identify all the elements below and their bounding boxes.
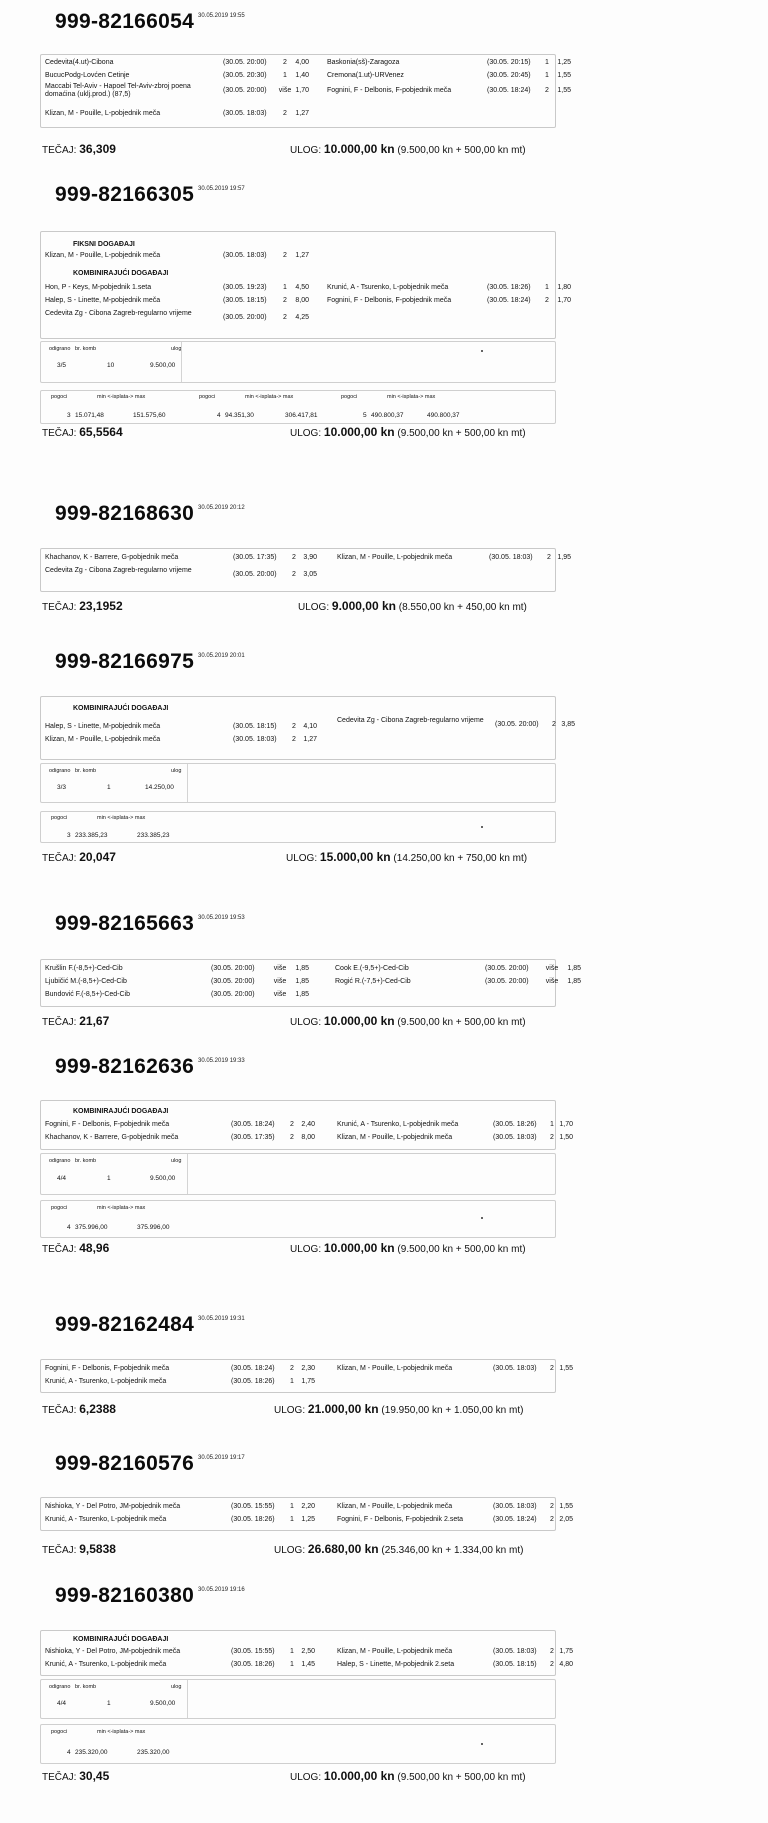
ticket-footer: TEČAJ: 23,1952 ULOG: 9.000,00 kn (8.550,00 kn + 450,00 kn mt) xyxy=(42,599,527,613)
ticket-timestamp: 30.05.2019 19:16 xyxy=(198,1587,245,1593)
selections-box: KOMBINIRAJUĆI DOGAĐAJI Halep, S - Linette, M-pobjednik meča (30.05. 18:15) 2 4,10 Klizan, M - Pouille, L-pobjednik meča (30.05. 18:03) 2 1,27 Cedevita Zg - Cibona Zagreb-regularno vrijeme (30.05. 20:00) 2 3,85 xyxy=(40,696,556,760)
selections-box: KOMBINIRAJUĆI DOGAĐAJI Fognini, F - Delbonis, F-pobjednik meča (30.05. 18:24) 2 2,40 Khachanov, K - Barrere, G-pobjednik meča (30.05. 17:35) 2 8,00 Krunić, A - Tsurenko, L-pobjednik meča (30.05. 18:26) 1 1,70 Klizan, M - Pouille, L-pobjednik meča (30.05. 18:03) 2 1,50 xyxy=(40,1100,556,1150)
selections-box: Khachanov, K - Barrere, G-pobjednik meča (30.05. 17:35) 2 3,90 Cedevita Zg - Cibona Zagreb-regularno vrijeme (30.05. 20:00) 2 3,05 Klizan, M - Pouille, L-pobjednik meča (30.05. 18:03) 2 1,95 xyxy=(40,548,556,592)
ticket-number: 999-82162636 xyxy=(55,1055,195,1078)
stake-amount: 21.000,00 kn xyxy=(307,1402,379,1416)
ticket-timestamp: 30.05.2019 20:12 xyxy=(198,505,245,511)
ticket-number: 999-82160380 xyxy=(55,1584,195,1607)
ticket-footer: TEČAJ: 9,5838 ULOG: 26.680,00 kn (25.346,00 kn + 1.334,00 kn mt) xyxy=(42,1542,524,1556)
payout-box: pogoci min <-isplata-> max 3 233.385,23 233.385,23 xyxy=(40,811,556,843)
ticket-footer: TEČAJ: 36,309 ULOG: 10.000,00 kn (9.500,00 kn + 500,00 kn mt) xyxy=(42,142,526,156)
odds-total: 6,2388 xyxy=(79,1402,116,1416)
ticket-number: 999-82162484 xyxy=(55,1313,195,1336)
ticket-footer: TEČAJ: 21,67 ULOG: 10.000,00 kn (9.500,00 kn + 500,00 kn mt) xyxy=(42,1014,526,1028)
selections-box: Fognini, F - Delbonis, F-pobjednik meča (30.05. 18:24) 2 2,30 Krunić, A - Tsurenko, L-pobjednik meča (30.05. 18:26) 1 1,75 Klizan, M - Pouille, L-pobjednik meča (30.05. 18:03) 2 1,55 xyxy=(40,1359,556,1393)
system-box: odigrano br. komb ulog 4/4 1 9.500,00 xyxy=(40,1153,556,1195)
ticket-timestamp: 30.05.2019 19:55 xyxy=(198,13,245,19)
stake-amount: 10.000,00 kn xyxy=(323,142,395,156)
ticket-footer: TEČAJ: 30,45 ULOG: 10.000,00 kn (9.500,00 kn + 500,00 kn mt) xyxy=(42,1769,526,1783)
ticket-footer: TEČAJ: 48,96 ULOG: 10.000,00 kn (9.500,00 kn + 500,00 kn mt) xyxy=(42,1241,526,1255)
section-heading: KOMBINIRAJUĆI DOGAĐAJI xyxy=(73,705,169,712)
odds-total: 30,45 xyxy=(79,1769,110,1783)
section-heading: KOMBINIRAJUĆI DOGAĐAJI xyxy=(73,1108,169,1115)
selections-box: FIKSNI DOGAĐAJI Klizan, M - Pouille, L-pobjednik meča (30.05. 18:03) 2 1,27 KOMBINIRAJUĆI DOGAĐAJI Hon, P - Keys, M-pobjednik 1.seta (30.05. 19:23) 1 4,50 Halep, S - Linette, M-pobjednik meča (30.05. 18:15) 2 8,00 Cedevita Zg - Cibona Zagreb-regularno vrijeme (30.05. 20:00) 2 4,25 Krunić, A - Tsurenko, L-pobjednik meča (30.05. 18:26) 1 1,80 Fognini, F - Delbonis, F-pobjednik meča (30.05. 18:24) 2 1,70 xyxy=(40,231,556,339)
ticket-number: 999-82166054 xyxy=(55,10,195,33)
payout-box: pogoci min <-isplata-> max 4 235.320,00 235.320,00 xyxy=(40,1724,556,1764)
ticket-timestamp: 30.05.2019 19:17 xyxy=(198,1455,245,1461)
selections-box: Krušlin F.(-8,5+)-Ced-Cib (30.05. 20:00) više 1,85 Ljubičić M.(-8,5+)-Ced-Cib (30.05. 20:00) više 1,85 Bundović F.(-8,5+)-Ced-Cib (30.05. 20:00) više 1,85 Cook E.(-9,5+)-Ced-Cib (30.05. 20:00) više 1,85 Rogić R.(-7,5+)-Ced-Cib (30.05. 20:00) više 1,85 xyxy=(40,959,556,1007)
selections-box: Cedevita(4.ut)-Cibona (30.05. 20:00) 2 4,00 BucucPodg-Lovćen Cetinje (30.05. 20:30) 1 1,40 Maccabi Tel-Aviv - Hapoel Tel-Aviv-zbroj poena domaćina (uklj.prod.) (87,5) (30.05. 20:00) više 1,70 Klizan, M - Pouille, L-pobjednik meča (30.05. 18:03) 2 1,27 Baskonia(sš)-Zaragoza (30.05. 20:15) 1 1,25 Cremona(1.ut)-URVenez (30.05. 20:45) 1 1,55 Fognini, F - Delbonis, F-pobjednik meča (30.05. 18:24) 2 1,55 xyxy=(40,54,556,128)
stake-amount: 15.000,00 kn xyxy=(319,850,391,864)
ticket-timestamp: 30.05.2019 19:31 xyxy=(198,1316,245,1322)
section-heading: KOMBINIRAJUĆI DOGAĐAJI xyxy=(73,1636,169,1643)
odds-total: 20,047 xyxy=(79,850,116,864)
odds-total: 36,309 xyxy=(79,142,116,156)
ticket-number: 999-82165663 xyxy=(55,912,195,935)
ticket-timestamp: 30.05.2019 20:01 xyxy=(198,653,245,659)
ticket-timestamp: 30.05.2019 19:57 xyxy=(198,186,245,192)
system-box: odigrano br. komb ulog 4/4 1 9.500,00 xyxy=(40,1679,556,1719)
stake-amount: 10.000,00 kn xyxy=(323,1769,395,1783)
ticket-footer: TEČAJ: 6,2388 ULOG: 21.000,00 kn (19.950,00 kn + 1.050,00 kn mt) xyxy=(42,1402,524,1416)
ticket-timestamp: 30.05.2019 19:53 xyxy=(198,915,245,921)
ticket-number: 999-82166305 xyxy=(55,183,195,206)
payout-box: pogoci min <-isplata-> max pogoci min <-isplata-> max pogoci min <-isplata-> max 3 15.071,48 151.575,60 4 94.351,30 306.417,81 5 490.800,37 490.800,37 xyxy=(40,390,556,424)
system-box: odigrano br. komb ulog 3/3 1 14.250,00 xyxy=(40,763,556,803)
odds-total: 48,96 xyxy=(79,1241,110,1255)
stake-amount: 10.000,00 kn xyxy=(323,425,395,439)
ticket-number: 999-82168630 xyxy=(55,502,195,525)
payout-box: pogoci min <-isplata-> max 4 375.996,00 375.996,00 xyxy=(40,1200,556,1238)
stake-amount: 9.000,00 kn xyxy=(331,599,396,613)
odds-total: 65,5564 xyxy=(79,425,123,439)
section-heading: KOMBINIRAJUĆI DOGAĐAJI xyxy=(73,270,169,277)
stake-amount: 10.000,00 kn xyxy=(323,1241,395,1255)
ticket-number: 999-82160576 xyxy=(55,1452,195,1475)
ticket-footer: TEČAJ: 20,047 ULOG: 15.000,00 kn (14.250,00 kn + 750,00 kn mt) xyxy=(42,850,528,864)
stake-amount: 10.000,00 kn xyxy=(323,1014,395,1028)
odds-total: 9,5838 xyxy=(79,1542,116,1556)
system-box: odigrano br. komb ulog 3/5 10 9.500,00 xyxy=(40,341,556,383)
ticket-timestamp: 30.05.2019 19:33 xyxy=(198,1058,245,1064)
stake-amount: 26.680,00 kn xyxy=(307,1542,379,1556)
odds-total: 21,67 xyxy=(79,1014,110,1028)
selections-box: Nishioka, Y - Del Potro, JM-pobjednik meča (30.05. 15:55) 1 2,20 Krunić, A - Tsurenko, L-pobjednik meča (30.05. 18:26) 1 1,25 Klizan, M - Pouille, L-pobjednik meča (30.05. 18:03) 2 1,55 Fognini, F - Delbonis, F-pobjednik 2.seta (30.05. 18:24) 2 2,05 xyxy=(40,1497,556,1531)
odds-total: 23,1952 xyxy=(79,599,123,613)
selections-box: KOMBINIRAJUĆI DOGAĐAJI Nishioka, Y - Del Potro, JM-pobjednik meča (30.05. 15:55) 1 2,50 Krunić, A - Tsurenko, L-pobjednik meča (30.05. 18:26) 1 1,45 Klizan, M - Pouille, L-pobjednik meča (30.05. 18:03) 2 1,75 Halep, S - Linette, M-pobjednik 2.seta (30.05. 18:15) 2 4,80 xyxy=(40,1630,556,1676)
section-heading: FIKSNI DOGAĐAJI xyxy=(73,241,135,248)
ticket-footer: TEČAJ: 65,5564 ULOG: 10.000,00 kn (9.500,00 kn + 500,00 kn mt) xyxy=(42,425,526,439)
ticket-number: 999-82166975 xyxy=(55,650,195,673)
